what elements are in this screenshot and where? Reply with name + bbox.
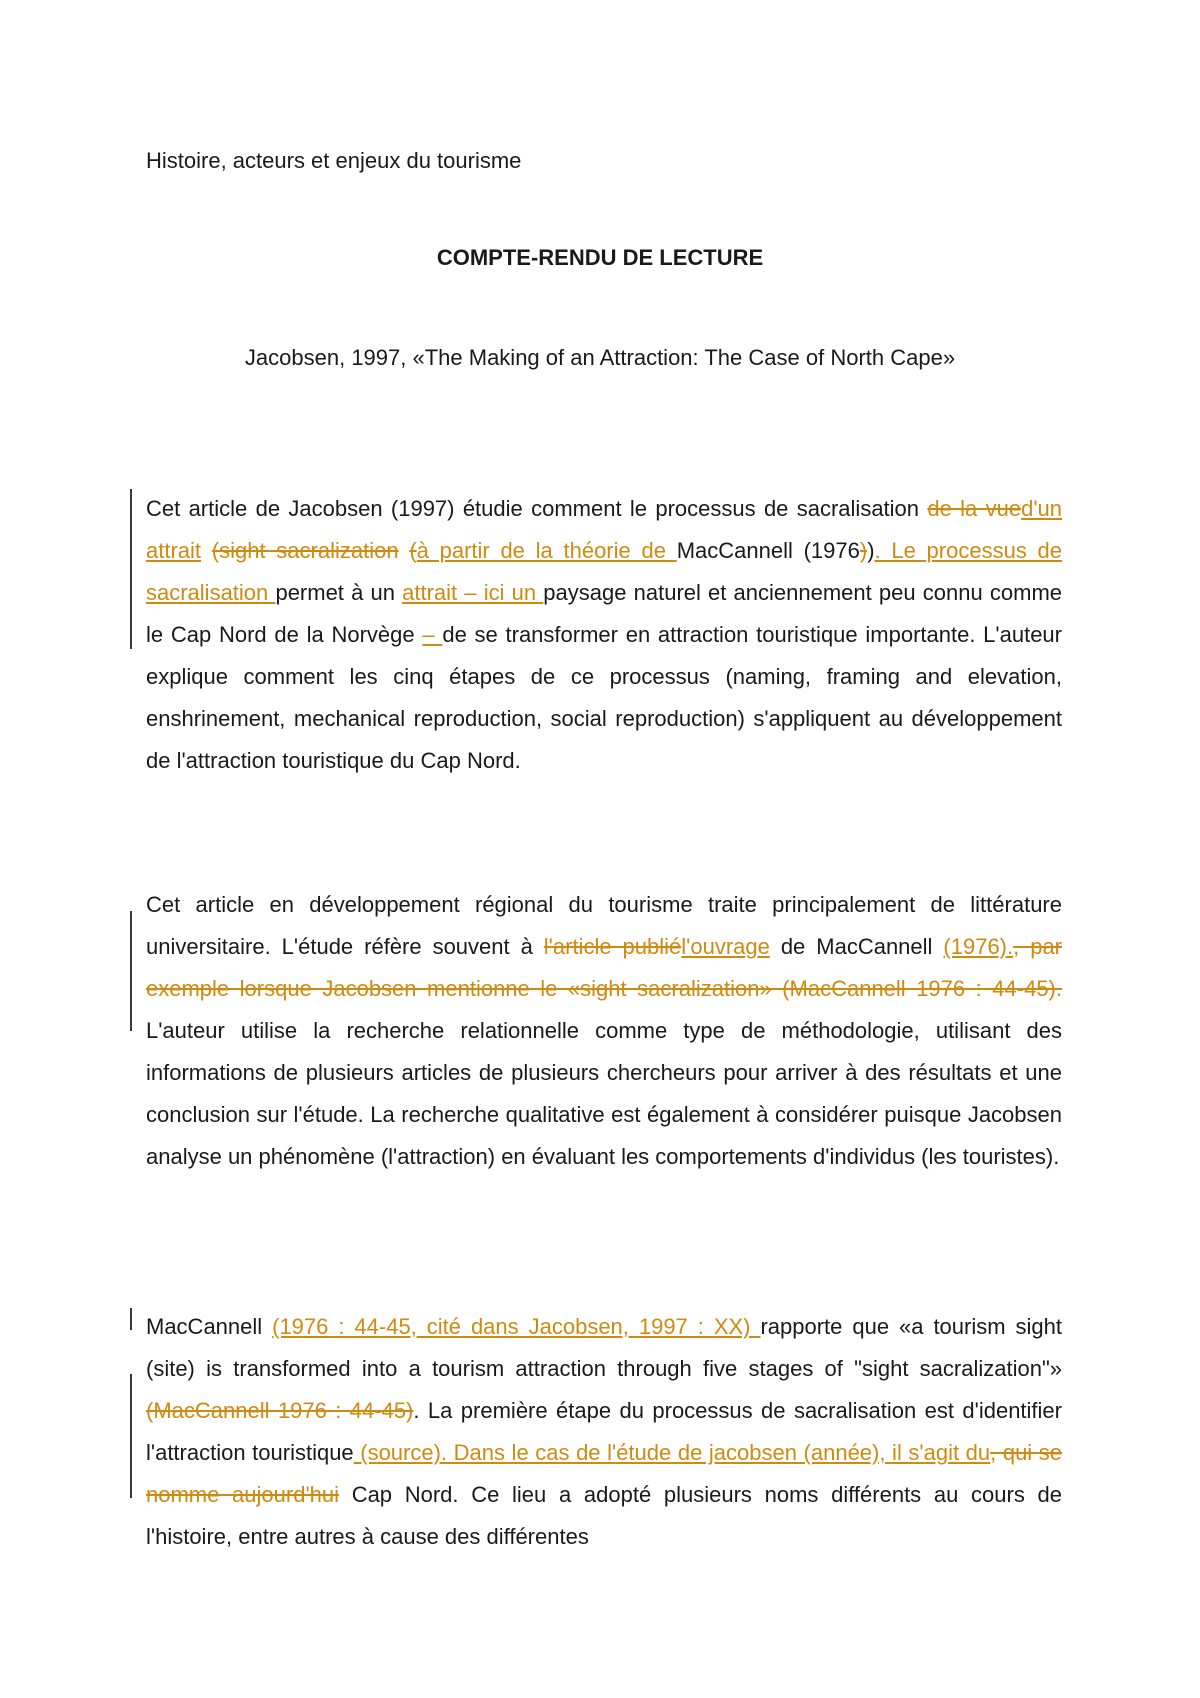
deleted-text: (MacCannell 1976 : 44-45) — [146, 1398, 414, 1423]
inserted-text: d'un attrait — [146, 496, 1062, 563]
body-text: permet à un — [275, 580, 403, 605]
paragraph-3 — [146, 1306, 1062, 1558]
body-text: rapporte que «a tourism sight (site) is transformed into a tourism attraction through five stages of "sight sacralization"» — [146, 1314, 1062, 1381]
body-text: MacCannell — [146, 1314, 273, 1339]
body-text: paysage naturel et anciennement peu connu comme le Cap Nord de la Norvège — [146, 580, 1063, 647]
course-title: Histoire, acteurs et enjeux du tourisme — [146, 148, 522, 173]
inserted-text: l'ouvrage — [681, 934, 770, 959]
body-text: ) — [867, 538, 875, 563]
body-text: Cet article de Jacobsen (1997) étudie comment le processus de sacralisation — [146, 496, 928, 521]
inserted-text: – — [422, 622, 443, 647]
change-bar — [130, 1308, 132, 1330]
deleted-text: de la vue — [927, 496, 1022, 521]
inserted-text: (1976 : 44-45, cité dans Jacobsen, 1997 : XX) — [272, 1314, 761, 1339]
deleted-text: l'article publié — [543, 934, 682, 959]
paragraph-2 — [146, 884, 1062, 1178]
paragraph-1 — [146, 488, 1062, 782]
article-reference: Jacobsen, 1997, «The Making of an Attraction: The Case of North Cape» — [244, 345, 956, 370]
document-title: COMPTE-RENDU DE LECTURE — [436, 245, 764, 270]
body-text: de se transformer en attraction touristique importante. L'auteur explique comment les cinq étapes de ce processus (naming, framing and elevation, enshrinement, mechanical reproduction, social reproduction) s'appliquent au développement de l'attraction touristique du Cap Nord. — [146, 622, 1062, 773]
deleted-text: (sight sacralization — [211, 538, 399, 563]
inserted-text: (source). Dans le cas de l'étude de jacobsen (année), il s'agit du — [353, 1440, 991, 1465]
body-text — [201, 538, 212, 563]
body-text: . La première étape du processus de sacralisation est d'identifier l'attraction touristique — [146, 1398, 1062, 1465]
body-text: Cap Nord. Ce lieu a adopté plusieurs noms différents au cours de l'histoire, entre autres à cause des différentes — [146, 1482, 1062, 1549]
deleted-text: ( — [409, 538, 417, 563]
deleted-text: ) — [859, 538, 868, 563]
inserted-text: (1976). — [943, 934, 1014, 959]
deleted-text: , qui se nomme aujourd'hui — [146, 1440, 1063, 1507]
body-text: de MacCannell — [769, 934, 944, 959]
body-text: L'auteur utilise la recherche relationnelle comme type de méthodologie, utilisant des informations de plusieurs articles de plusieurs chercheurs pour arriver à des résultats et une conclusion sur l'étude. La recherche qualitative est également à considérer puisque Jacobsen analyse un phénomène (l'attraction) en évaluant les comportements d'individus (les touristes). — [146, 1018, 1062, 1169]
body-text: Cet article en développement régional du tourisme traite principalement de littérature universitaire. L'étude réfère souvent à — [146, 892, 1062, 959]
inserted-text: . Le processus de sacralisation — [146, 538, 1063, 605]
change-bar — [130, 489, 132, 649]
inserted-text: à partir de la théorie de — [416, 538, 677, 563]
change-bar — [130, 911, 132, 1031]
deleted-text: , par exemple lorsque Jacobsen mentionne le «sight sacralization» (MacCannell 1976 : 44-45). — [146, 934, 1062, 1001]
body-text: MacCannell (1976 — [676, 538, 860, 563]
inserted-text: attrait – ici un — [402, 580, 544, 605]
change-bar — [130, 1374, 132, 1498]
body-text — [399, 538, 410, 563]
